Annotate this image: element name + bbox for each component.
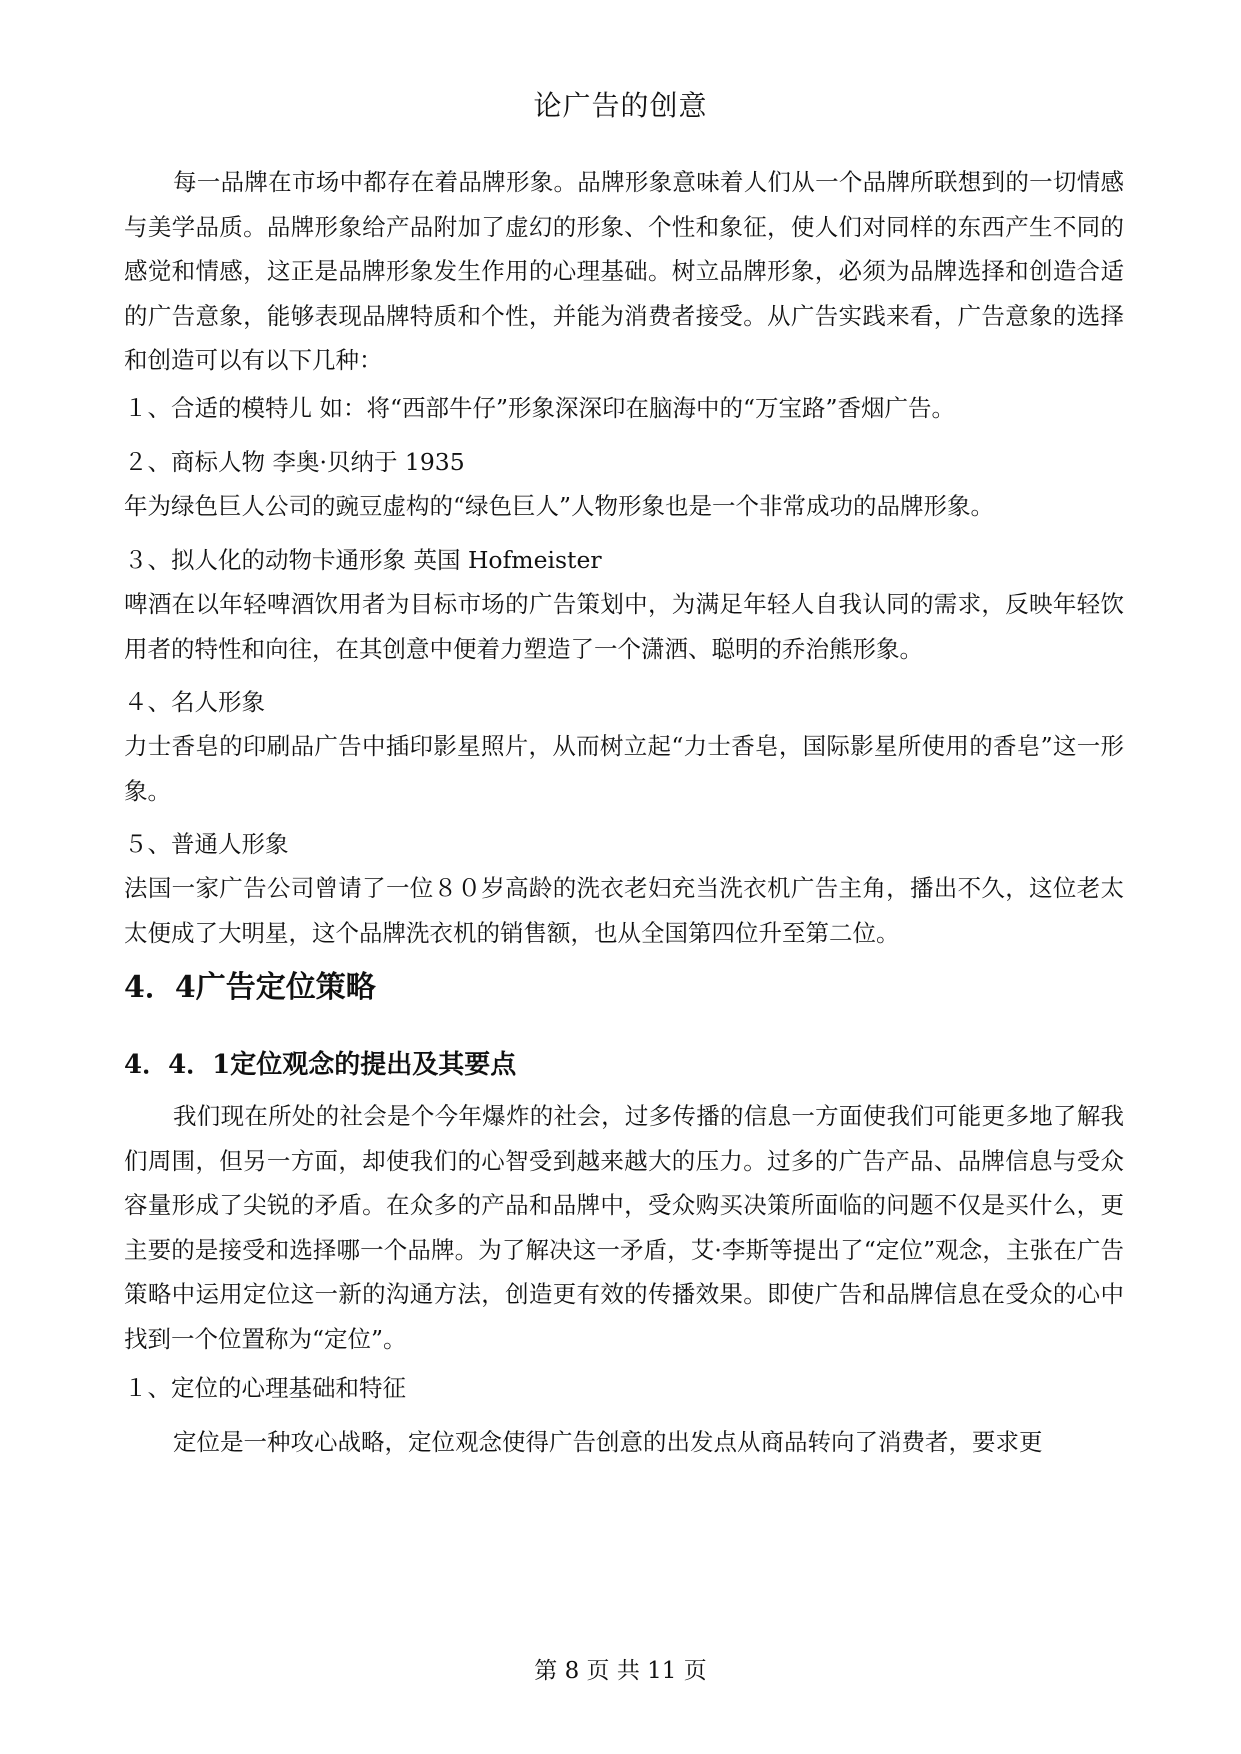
- list-item-5-head: ５、普通人形象: [124, 830, 289, 858]
- list-item-4-head: ４、名人形象: [124, 688, 265, 716]
- subsection-heading: 4．4．1定位观念的提出及其要点: [124, 1050, 517, 1080]
- point-heading: １、定位的心理基础和特征: [124, 1374, 406, 1402]
- intro-paragraph: 每一品牌在市场中都存在着品牌形象。品牌形象意味着人们从一个品牌所联想到的一切情感与美学品质。品牌形象给产品附加了虚幻的形象、个性和象征，使人们对同样的东西产生不同的感觉和情感，这正是品牌形象发生作用的心理基础。树立品牌形象，必须为品牌选择和创造合适的广告意象，能够表现品牌特质和个性，并能为消费者接受。从广告实践来看，广告意象的选择和创造可以有以下几种：: [124, 168, 1124, 374]
- list-item-3-head: ３、拟人化的动物卡通形象 英国 Hofmeister: [124, 546, 602, 574]
- list-item-5-body: 法国一家广告公司曾请了一位８０岁高龄的洗衣老妇充当洗衣机广告主角，播出不久，这位老太太便成了大明星，这个品牌洗衣机的销售额，也从全国第四位升至第二位。: [124, 874, 1124, 947]
- list-item-1-head: １、合适的模特儿 如：将“西部牛仔”形象深深印在脑海中的“万宝路”香烟广告。: [124, 394, 956, 422]
- section-body-paragraph: 我们现在所处的社会是个今年爆炸的社会，过多传播的信息一方面使我们可能更多地了解我们周围，但另一方面，却使我们的心智受到越来越大的压力。过多的广告产品、品牌信息与受众容量形成了尖锐的矛盾。在众多的产品和品牌中，受众购买决策所面临的问题不仅是买什么，更主要的是接受和选择哪一个品牌。为了解决这一矛盾，艾·李斯等提出了“定位”观念，主张在广告策略中运用定位这一新的沟通方法，创造更有效的传播效果。即使广告和品牌信息在受众的心中找到一个位置称为“定位”。: [124, 1102, 1124, 1353]
- list-item-3-body: 啤酒在以年轻啤酒饮用者为目标市场的广告策划中，为满足年轻人自我认同的需求，反映年轻饮用者的特性和向往，在其创意中便着力塑造了一个潇洒、聪明的乔治熊形象。: [124, 590, 1124, 663]
- list-item-2-head: ２、商标人物 李奥·贝纳于 1935: [124, 448, 465, 476]
- list-item-2-body: 年为绿色巨人公司的豌豆虚构的“绿色巨人”人物形象也是一个非常成功的品牌形象。: [124, 492, 995, 520]
- list-item-4-body: 力士香皂的印刷品广告中插印影星照片，从而树立起“力士香皂，国际影星所使用的香皂”这一形象。: [124, 732, 1124, 805]
- document-title: 论广告的创意: [533, 89, 708, 122]
- point-body-paragraph: 定位是一种攻心战略，定位观念使得广告创意的出发点从商品转向了消费者，要求更: [173, 1428, 1043, 1456]
- page-footer: 第 8 页 共 11 页: [534, 1658, 707, 1684]
- section-heading: 4．4广告定位策略: [124, 970, 376, 1005]
